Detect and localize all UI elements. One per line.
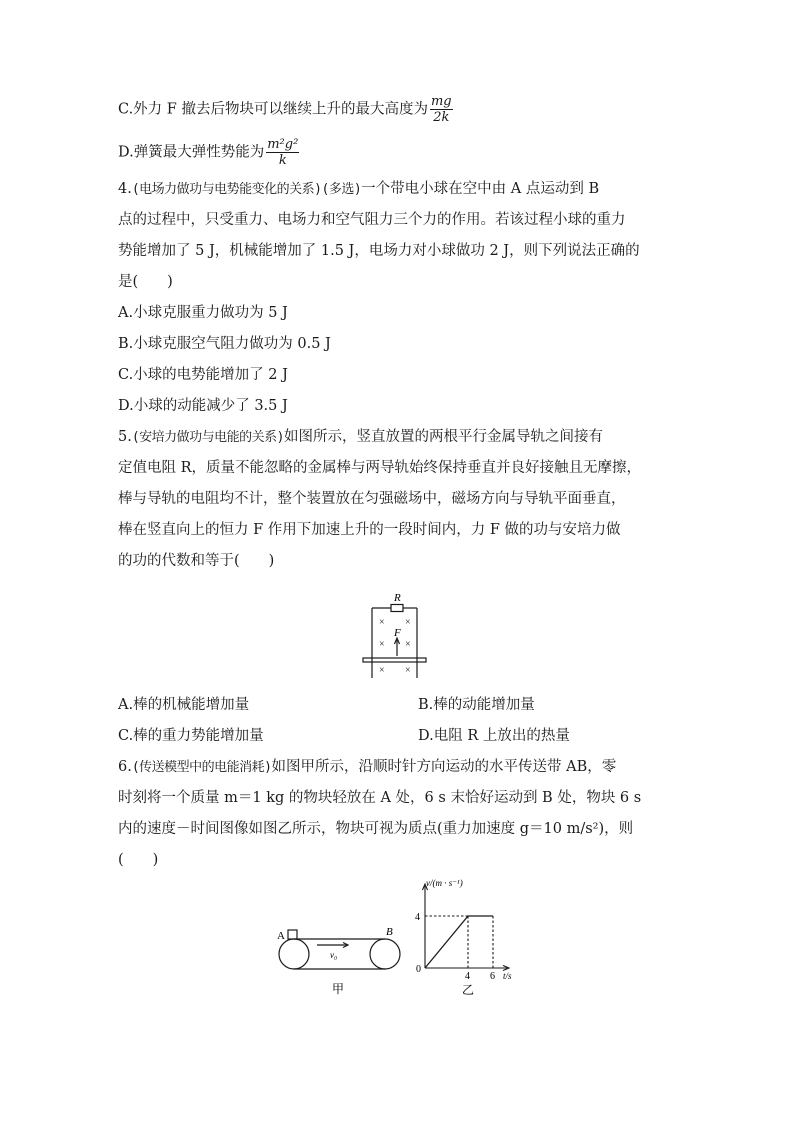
- force-label: F: [394, 627, 401, 639]
- resistor: [391, 605, 403, 612]
- q6-topic-tag: (传送模型中的电能消耗): [131, 760, 272, 775]
- y-axis-label: v/(m · s⁻¹): [426, 878, 463, 888]
- q3-option-c-fraction: $\frac{mg}{2k}$: [430, 94, 452, 125]
- q4-number: 4.: [118, 181, 132, 197]
- q5-stem-line-2: 定值电阻 R，质量不能忽略的金属棒与两导轨始终保持垂直并良好接触且无摩擦，: [118, 460, 642, 476]
- right-pulley: [370, 939, 400, 969]
- resistor-label: R: [394, 592, 401, 604]
- q5-stem-text-1: 如图所示，竖直放置的两根平行金属导轨之间接有: [284, 429, 603, 445]
- caption-yi: 乙: [462, 983, 475, 996]
- velocity-line: [425, 916, 493, 968]
- q6-vt-graph: [410, 878, 530, 996]
- q5-rail-figure: [360, 588, 440, 680]
- caption-jia: 甲: [332, 982, 345, 996]
- q3-option-c: [118, 94, 698, 125]
- q4-stem-line-3: 势能增加了 5 J，机械能增加了 1.5 J，电场力对小球做功 2 J，则下列说法正确的: [118, 243, 640, 259]
- svg-text:×: ×: [379, 665, 385, 676]
- q4-option-b: B.小球克服空气阻力做功为 0.5 J: [118, 336, 331, 352]
- q4-stem-line-4: 是( ): [118, 274, 173, 290]
- q6-stem-line-4: ( ): [118, 852, 159, 868]
- q4-option-d: D.小球的动能减少了 3.5 J: [118, 398, 288, 414]
- label-b: B: [386, 926, 393, 938]
- svg-text:×: ×: [405, 639, 411, 650]
- q4-stem-line-2: 点的过程中，只受重力、电场力和空气阻力三个力的作用。若该过程小球的重力: [118, 212, 626, 228]
- x-axis-label: t/s: [503, 971, 512, 981]
- q6-stem-line-1: [118, 752, 698, 783]
- q6-stem-line-2: 时刻将一个质量 m＝1 kg 的物块轻放在 A 处，6 s 末恰好运动到 B 处，物块 6 s: [118, 790, 642, 806]
- q5-number: 5.: [118, 429, 132, 445]
- q6-number: 6.: [118, 759, 132, 775]
- q5-topic-tag: (安培力做功与电能的关系): [131, 430, 284, 445]
- field-crosses: [379, 617, 411, 676]
- x-tick-6: 6: [490, 971, 495, 982]
- q3-option-d-text: D.弹簧最大弹性势能为: [118, 144, 265, 161]
- svg-text:×: ×: [405, 617, 411, 628]
- q5-option-d: D.电阻 R 上放出的热量: [418, 728, 570, 744]
- svg-text:×: ×: [379, 617, 385, 628]
- q6-conveyor-figure: [272, 922, 412, 998]
- q4-stem-line-1: [118, 174, 698, 205]
- q5-option-c: C.棒的重力势能增加量: [118, 728, 264, 744]
- q4-topic-tag: (电场力做功与电势能变化的关系)(多选): [131, 182, 362, 197]
- q6-stem-text-1: 如图甲所示，沿顺时针方向运动的水平传送带 AB，零: [271, 759, 617, 775]
- q3-option-c-text: C.外力 F 撤去后物块可以继续上升的最大高度为: [118, 101, 428, 118]
- q5-stem-line-4: 棒在竖直向上的恒力 F 作用下加速上升的一段时间内，力 F 做的功与安培力做: [118, 522, 621, 538]
- q5-option-b: B.棒的动能增加量: [418, 697, 535, 713]
- q4-option-c: C.小球的电势能增加了 2 J: [118, 367, 288, 383]
- y-tick-4: 4: [415, 912, 420, 923]
- q5-stem-line-3: 棒与导轨的电阻均不计，整个装置放在匀强磁场中，磁场方向与导轨平面垂直，: [118, 491, 626, 507]
- question-sheet: [118, 94, 698, 569]
- q5-options: [118, 690, 698, 876]
- q5-option-a: A.棒的机械能增加量: [118, 697, 250, 713]
- block: [288, 930, 297, 939]
- q4-option-a: A.小球克服重力做功为 5 J: [118, 305, 288, 321]
- left-pulley: [279, 939, 309, 969]
- q3-option-d-fraction: $\frac{\text{m²g²}}{k}$: [267, 137, 299, 168]
- q5-stem-line-5: 的功的代数和等于( ): [118, 553, 275, 569]
- label-a: A: [277, 930, 285, 942]
- origin-label: 0: [416, 964, 421, 975]
- svg-text:×: ×: [379, 639, 385, 650]
- q4-stem-text-1: 一个带电小球在空中由 A 点运动到 B: [361, 181, 600, 197]
- q3-option-d: [118, 137, 698, 168]
- q6-stem-line-3: 内的速度－时间图像如图乙所示，物块可视为质点(重力加速度 g＝10 m/s²)，则: [118, 821, 634, 837]
- x-tick-4: 4: [465, 971, 470, 982]
- label-v0: v₀: [330, 950, 338, 960]
- svg-text:×: ×: [405, 665, 411, 676]
- q5-stem-line-1: [118, 422, 698, 453]
